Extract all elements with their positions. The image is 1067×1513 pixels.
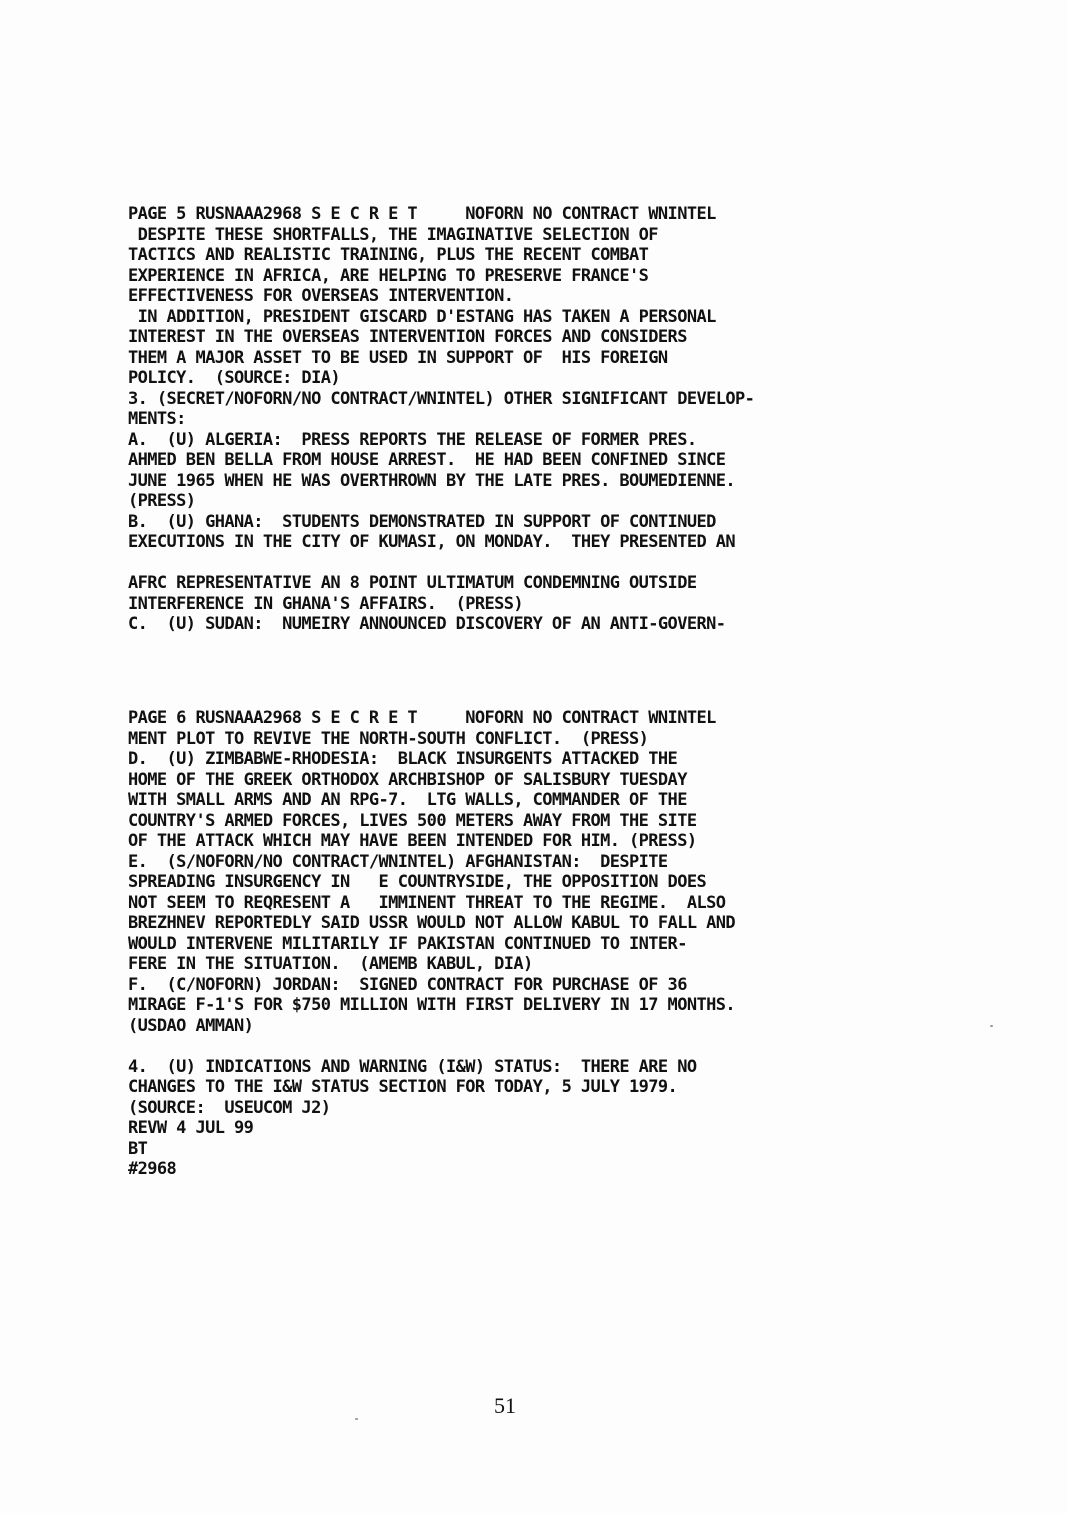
text-line: E. (S/NOFORN/NO CONTRACT/WNINTEL) AFGHANISTAN: DESPITE xyxy=(128,851,668,872)
text-line: WITH SMALL ARMS AND AN RPG-7. LTG WALLS, COMMANDER OF THE xyxy=(128,790,687,810)
text-line: (PRESS) xyxy=(128,491,196,511)
text-line: JUNE 1965 WHEN HE WAS OVERTHROWN BY THE LATE PRES. BOUMEDIENNE. xyxy=(128,470,735,491)
text-line: POLICY. (SOURCE: DIA) xyxy=(128,368,340,388)
text-line: EFFECTIVENESS FOR OVERSEAS INTERVENTION. xyxy=(128,286,514,306)
text-line: A. (U) ALGERIA: PRESS REPORTS THE RELEASE OF FORMER PRES. xyxy=(128,429,697,450)
scan-speck xyxy=(355,1418,358,1420)
text-line: REVW 4 JUL 99 xyxy=(128,1118,254,1138)
text-line: FERE IN THE SITUATION. (AMEMB KABUL, DIA) xyxy=(128,954,533,974)
text-line: BREZHNEV REPORTEDLY SAID USSR WOULD NOT ALLOW KABUL TO FALL AND xyxy=(128,913,735,933)
text-line: #2968 xyxy=(128,1159,177,1179)
text-line: COUNTRY'S ARMED FORCES, LIVES 500 METERS AWAY FROM THE SITE xyxy=(128,810,697,831)
text-line: THEM A MAJOR ASSET TO BE USED IN SUPPORT OF HIS FOREIGN xyxy=(128,347,668,368)
text-line: F. (C/NOFORN) JORDAN: SIGNED CONTRACT FOR PURCHASE OF 36 xyxy=(128,974,687,995)
text-line: TACTICS AND REALISTIC TRAINING, PLUS THE RECENT COMBAT xyxy=(128,245,649,265)
scan-speck xyxy=(990,1025,993,1027)
cable-page-5 xyxy=(128,204,928,635)
text-line: MENT PLOT TO REVIVE THE NORTH-SOUTH CONFLICT. (PRESS) xyxy=(128,728,649,749)
text-line: (SOURCE: USEUCOM J2) xyxy=(128,1097,331,1118)
page-5-header: PAGE 5 RUSNAAA2968 S E C R E T NOFORN NO CONTRACT WNINTEL xyxy=(128,204,716,224)
text-line: AHMED BEN BELLA FROM HOUSE ARREST. HE HAD BEEN CONFINED SINCE xyxy=(128,450,726,470)
text-line: D. (U) ZIMBABWE-RHODESIA: BLACK INSURGENTS ATTACKED THE xyxy=(128,749,678,769)
text-line: HOME OF THE GREEK ORTHODOX ARCHBISHOP OF SALISBURY TUESDAY xyxy=(128,769,687,790)
text-line xyxy=(128,1036,928,1057)
cable-page-6 xyxy=(128,708,928,1180)
text-line: INTERFERENCE IN GHANA'S AFFAIRS. (PRESS) xyxy=(128,593,524,614)
text-line: CHANGES TO THE I&W STATUS SECTION FOR TODAY, 5 JULY 1979. xyxy=(128,1077,678,1097)
text-line: (USDAO AMMAN) xyxy=(128,1015,254,1036)
text-line: SPREADING INSURGENCY IN E COUNTRYSIDE, THE OPPOSITION DOES xyxy=(128,872,707,892)
text-line: 4. (U) INDICATIONS AND WARNING (I&W) STATUS: THERE ARE NO xyxy=(128,1056,697,1077)
text-line: NOT SEEM TO REQRESENT A IMMINENT THREAT TO THE REGIME. ALSO xyxy=(128,892,726,913)
text-line: WOULD INTERVENE MILITARILY IF PAKISTAN CONTINUED TO INTER- xyxy=(128,933,687,954)
page-number: 51 xyxy=(494,1393,516,1418)
text-line xyxy=(128,553,928,574)
text-line: 3. (SECRET/NOFORN/NO CONTRACT/WNINTEL) OTHER SIGNIFICANT DEVELOP- xyxy=(128,388,755,409)
text-line: INTEREST IN THE OVERSEAS INTERVENTION FORCES AND CONSIDERS xyxy=(128,327,687,347)
text-line: BT xyxy=(128,1138,148,1159)
text-line: IN ADDITION, PRESIDENT GISCARD D'ESTANG HAS TAKEN A PERSONAL xyxy=(128,306,716,327)
text-line: EXECUTIONS IN THE CITY OF KUMASI, ON MONDAY. THEY PRESENTED AN xyxy=(128,532,735,552)
text-line: EXPERIENCE IN AFRICA, ARE HELPING TO PRESERVE FRANCE'S xyxy=(128,265,649,286)
page-6-header: PAGE 6 RUSNAAA2968 S E C R E T NOFORN NO CONTRACT WNINTEL xyxy=(128,708,716,728)
text-line: MIRAGE F-1'S FOR $750 MILLION WITH FIRST DELIVERY IN 17 MONTHS. xyxy=(128,995,735,1015)
text-line: B. (U) GHANA: STUDENTS DEMONSTRATED IN SUPPORT OF CONTINUED xyxy=(128,511,716,532)
text-line: MENTS: xyxy=(128,409,186,429)
text-line: AFRC REPRESENTATIVE AN 8 POINT ULTIMATUM CONDEMNING OUTSIDE xyxy=(128,573,697,593)
text-line: DESPITE THESE SHORTFALLS, THE IMAGINATIVE SELECTION OF xyxy=(128,224,658,245)
text-line: C. (U) SUDAN: NUMEIRY ANNOUNCED DISCOVERY OF AN ANTI-GOVERN- xyxy=(128,614,726,634)
text-line: OF THE ATTACK WHICH MAY HAVE BEEN INTENDED FOR HIM. (PRESS) xyxy=(128,831,697,851)
